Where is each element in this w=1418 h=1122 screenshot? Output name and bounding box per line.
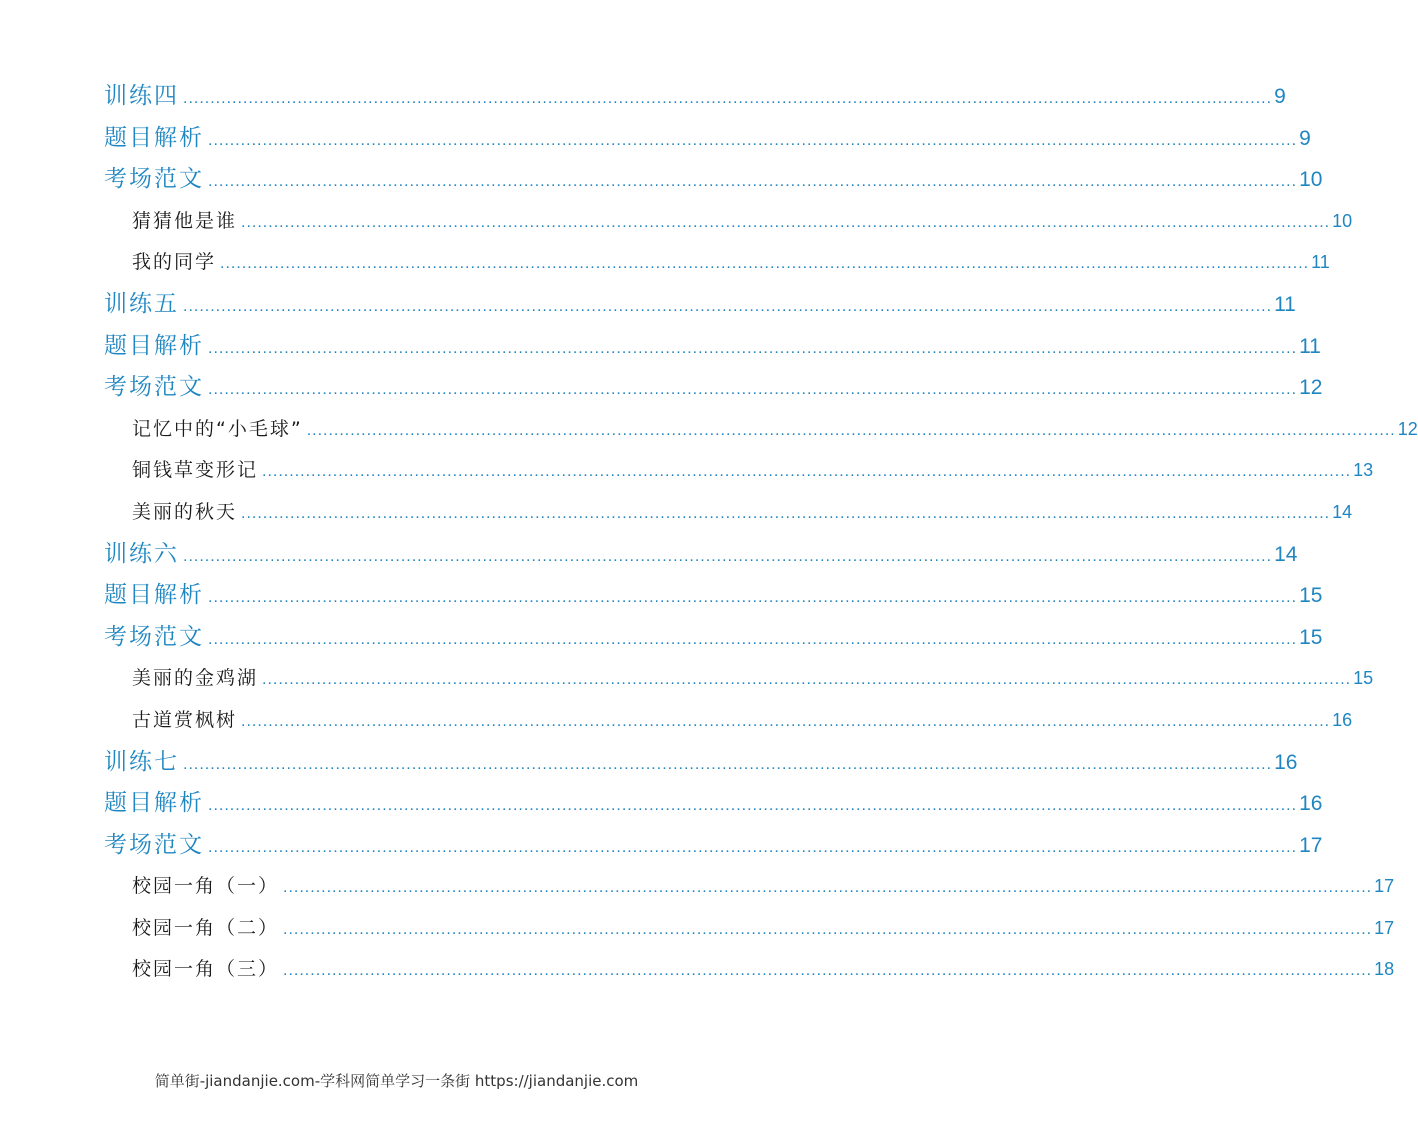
toc-entry-title: 校园一角（二） <box>132 916 280 939</box>
toc-entry-section[interactable] <box>104 326 1321 368</box>
toc-entry-title: 训练七 <box>104 748 179 775</box>
toc-dot-leader: ........................................................................................................................................................................................................ <box>183 547 1273 565</box>
toc-entry-page-number: 15 <box>1299 625 1323 649</box>
toc-entry-section[interactable] <box>104 367 1323 409</box>
toc-entry-title: 考场范文 <box>104 374 204 401</box>
toc-entry-subsection[interactable] <box>104 949 1395 991</box>
toc-entry-page-number: 18 <box>1374 959 1395 980</box>
toc-entry-subsection[interactable] <box>104 450 1374 492</box>
toc-entry-section[interactable] <box>104 118 1311 160</box>
toc-entry-page-number: 9 <box>1299 126 1311 150</box>
toc-entry-section[interactable] <box>104 534 1298 576</box>
toc-dot-leader: ........................................................................................................................................................................................................ <box>283 962 1373 980</box>
toc-entry-subsection[interactable] <box>104 201 1353 243</box>
toc-entry-page-number: 11 <box>1299 334 1321 358</box>
toc-dot-leader: ........................................................................................................................................................................................................ <box>208 589 1298 607</box>
toc-entry-page-number: 10 <box>1299 168 1323 192</box>
toc-entry-title: 我的同学 <box>132 251 217 274</box>
toc-dot-leader: ........................................................................................................................................................................................................ <box>183 755 1273 773</box>
toc-dot-leader: ........................................................................................................................................................................................................ <box>241 712 1331 730</box>
toc-entry-page-number: 15 <box>1299 584 1323 608</box>
toc-entry-section[interactable] <box>104 76 1286 118</box>
toc-entry-section[interactable] <box>104 742 1298 784</box>
toc-entry-title: 美丽的秋天 <box>132 500 238 523</box>
toc-entry-title: 猜猜他是谁 <box>132 209 238 232</box>
toc-entry-subsection[interactable] <box>104 409 1418 451</box>
toc-entry-page-number: 17 <box>1374 876 1395 897</box>
toc-dot-leader: ........................................................................................................................................................................................................ <box>283 920 1373 938</box>
toc-entry-page-number: 9 <box>1274 85 1286 108</box>
toc-entry-page-number: 17 <box>1299 833 1323 857</box>
toc-entry-section[interactable] <box>104 617 1323 659</box>
toc-entry-section[interactable] <box>104 783 1323 825</box>
toc-entry-title: 考场范文 <box>104 623 204 650</box>
toc-entry-page-number: 17 <box>1374 917 1395 938</box>
toc-entry-title: 训练五 <box>104 290 179 317</box>
toc-entry-section[interactable] <box>104 159 1323 201</box>
toc-entry-page-number: 12 <box>1299 376 1323 400</box>
toc-entry-subsection[interactable] <box>104 242 1330 284</box>
toc-entry-title: 考场范文 <box>104 831 204 858</box>
toc-dot-leader: ........................................................................................................................................................................................................ <box>208 381 1298 399</box>
toc-dot-leader: ........................................................................................................................................................................................................ <box>241 504 1331 522</box>
table-of-contents <box>104 76 1418 991</box>
toc-entry-title: 铜钱草变形记 <box>132 459 259 482</box>
toc-dot-leader: ........................................................................................................................................................................................................ <box>208 630 1298 648</box>
toc-dot-leader: ........................................................................................................................................................................................................ <box>208 339 1298 357</box>
toc-entry-title: 校园一角（三） <box>132 958 280 981</box>
toc-entry-page-number: 14 <box>1274 542 1298 566</box>
toc-entry-title: 考场范文 <box>104 166 204 193</box>
toc-entry-page-number: 11 <box>1274 292 1296 316</box>
toc-entry-page-number: 13 <box>1353 460 1374 481</box>
toc-entry-section[interactable] <box>104 284 1296 326</box>
toc-entry-title: 题目解析 <box>104 332 204 359</box>
toc-entry-page-number: 14 <box>1332 501 1353 522</box>
toc-entry-subsection[interactable] <box>104 908 1395 950</box>
toc-entry-title: 题目解析 <box>104 582 204 609</box>
toc-entry-title: 训练四 <box>104 83 179 109</box>
toc-dot-leader: ........................................................................................................................................................................................................ <box>262 671 1352 689</box>
toc-entry-title: 题目解析 <box>104 124 204 151</box>
toc-dot-leader: ........................................................................................................................................................................................................ <box>306 421 1396 439</box>
toc-dot-leader: ........................................................................................................................................................................................................ <box>208 173 1298 191</box>
toc-entry-page-number: 11 <box>1311 252 1330 273</box>
toc-entry-page-number: 15 <box>1353 668 1374 689</box>
toc-dot-leader: ........................................................................................................................................................................................................ <box>208 131 1298 149</box>
toc-entry-subsection[interactable] <box>104 658 1374 700</box>
page-footer: 简单街-jiandanjie.com-学科网简单学习一条街 https://jiandanjie.com <box>154 1072 639 1090</box>
toc-dot-leader: ........................................................................................................................................................................................................ <box>183 297 1273 315</box>
toc-entry-section[interactable] <box>104 575 1323 617</box>
toc-dot-leader: ........................................................................................................................................................................................................ <box>208 797 1298 815</box>
toc-entry-subsection[interactable] <box>104 700 1353 742</box>
toc-entry-page-number: 16 <box>1274 750 1298 774</box>
toc-entry-page-number: 12 <box>1397 418 1418 439</box>
toc-dot-leader: ........................................................................................................................................................................................................ <box>241 213 1331 231</box>
toc-entry-subsection[interactable] <box>104 492 1353 534</box>
toc-entry-title: 题目解析 <box>104 790 204 817</box>
toc-dot-leader: ........................................................................................................................................................................................................ <box>220 255 1310 273</box>
toc-entry-title: 校园一角（一） <box>132 875 280 898</box>
toc-entry-title: 训练六 <box>104 540 179 567</box>
toc-entry-title: 古道赏枫树 <box>132 708 238 731</box>
toc-entry-page-number: 16 <box>1299 792 1323 816</box>
toc-entry-page-number: 16 <box>1332 709 1353 730</box>
toc-entry-page-number: 10 <box>1332 210 1353 231</box>
toc-entry-subsection[interactable] <box>104 866 1395 908</box>
toc-dot-leader: ........................................................................................................................................................................................................ <box>208 838 1298 856</box>
toc-dot-leader: ........................................................................................................................................................................................................ <box>183 90 1273 107</box>
toc-entry-title: 记忆中的“小毛球” <box>132 417 303 440</box>
toc-entry-section[interactable] <box>104 825 1323 867</box>
toc-dot-leader: ........................................................................................................................................................................................................ <box>283 879 1373 897</box>
toc-entry-title: 美丽的金鸡湖 <box>132 667 259 690</box>
toc-dot-leader: ........................................................................................................................................................................................................ <box>262 463 1352 481</box>
